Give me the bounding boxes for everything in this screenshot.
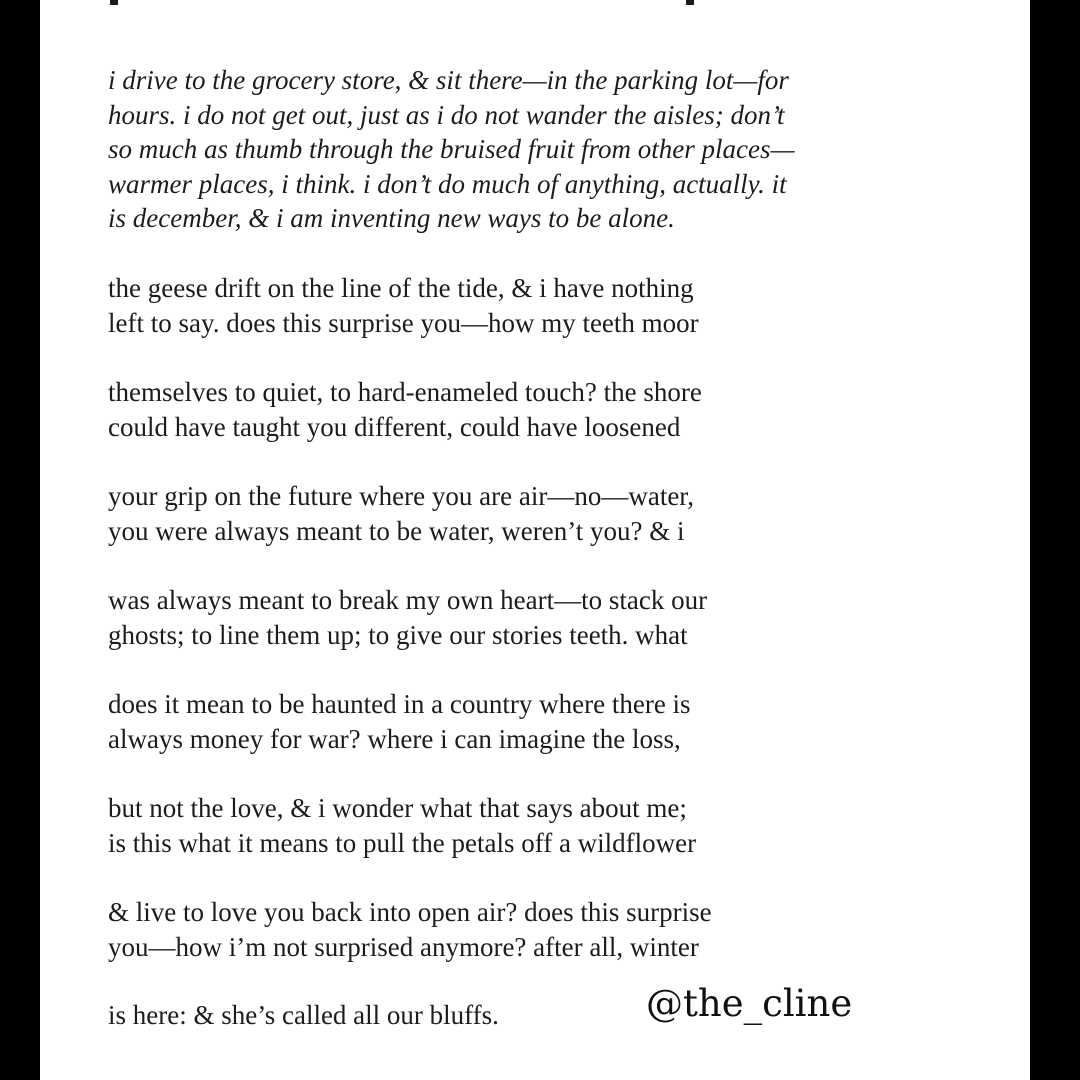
stanza-8 bbox=[108, 895, 712, 964]
stanza-4 bbox=[108, 479, 694, 548]
poem-line: you—how i’m not surprised anymore? after all, winter bbox=[108, 931, 699, 962]
poem-line: themselves to quiet, to hard-enameled touch? the shore bbox=[108, 377, 702, 407]
poem-line: always money for war? where i can imagine the loss, bbox=[108, 723, 681, 754]
poem-line: left to say. does this surprise you—how my teeth moor bbox=[108, 307, 699, 338]
poem-line: is here: & she’s called all our bluffs. bbox=[108, 1000, 499, 1030]
stanza-9 bbox=[108, 998, 499, 1033]
stanza-1 bbox=[108, 63, 794, 236]
author-handle: @the_cline bbox=[646, 982, 853, 1025]
poem-line: is this what it means to pull the petals off a wildflower bbox=[108, 827, 697, 858]
poem-line: does it mean to be haunted in a country where there is bbox=[108, 689, 691, 719]
poem-line: you were always meant to be water, weren’t you? & i bbox=[108, 515, 685, 546]
poem-line: is december, & i am inventing new ways to be alone. bbox=[108, 203, 675, 233]
poem-line: ghosts; to line them up; to give our stories teeth. what bbox=[108, 619, 688, 650]
poem-line: & live to love you back into open air? does this surprise bbox=[108, 897, 712, 927]
poem-line: i drive to the grocery store, & sit there—in the parking lot—for bbox=[108, 65, 789, 95]
poem-line: your grip on the future where you are air—no—water, bbox=[108, 481, 694, 511]
top-edge-mark bbox=[686, 0, 694, 5]
stanza-7 bbox=[108, 791, 696, 860]
top-edge-mark bbox=[110, 0, 118, 5]
stanza-5 bbox=[108, 583, 707, 652]
stanza-2 bbox=[108, 271, 699, 340]
poem-line: so much as thumb through the bruised fruit from other places— bbox=[108, 134, 795, 164]
stanza-3 bbox=[108, 375, 702, 444]
poem-page bbox=[40, 0, 1030, 1080]
poem-line: hours. i do not get out, just as i do not wander the aisles; don’t bbox=[108, 99, 785, 130]
stanza-6 bbox=[108, 687, 691, 756]
poem-line: could have taught you different, could have loosened bbox=[108, 411, 681, 442]
poem-line: but not the love, & i wonder what that says about me; bbox=[108, 793, 687, 823]
poem-line: warmer places, i think. i don’t do much of anything, actually. it bbox=[108, 168, 787, 199]
poem-line: the geese drift on the line of the tide, & i have nothing bbox=[108, 273, 694, 303]
poem-line: was always meant to break my own heart—to stack our bbox=[108, 585, 708, 615]
